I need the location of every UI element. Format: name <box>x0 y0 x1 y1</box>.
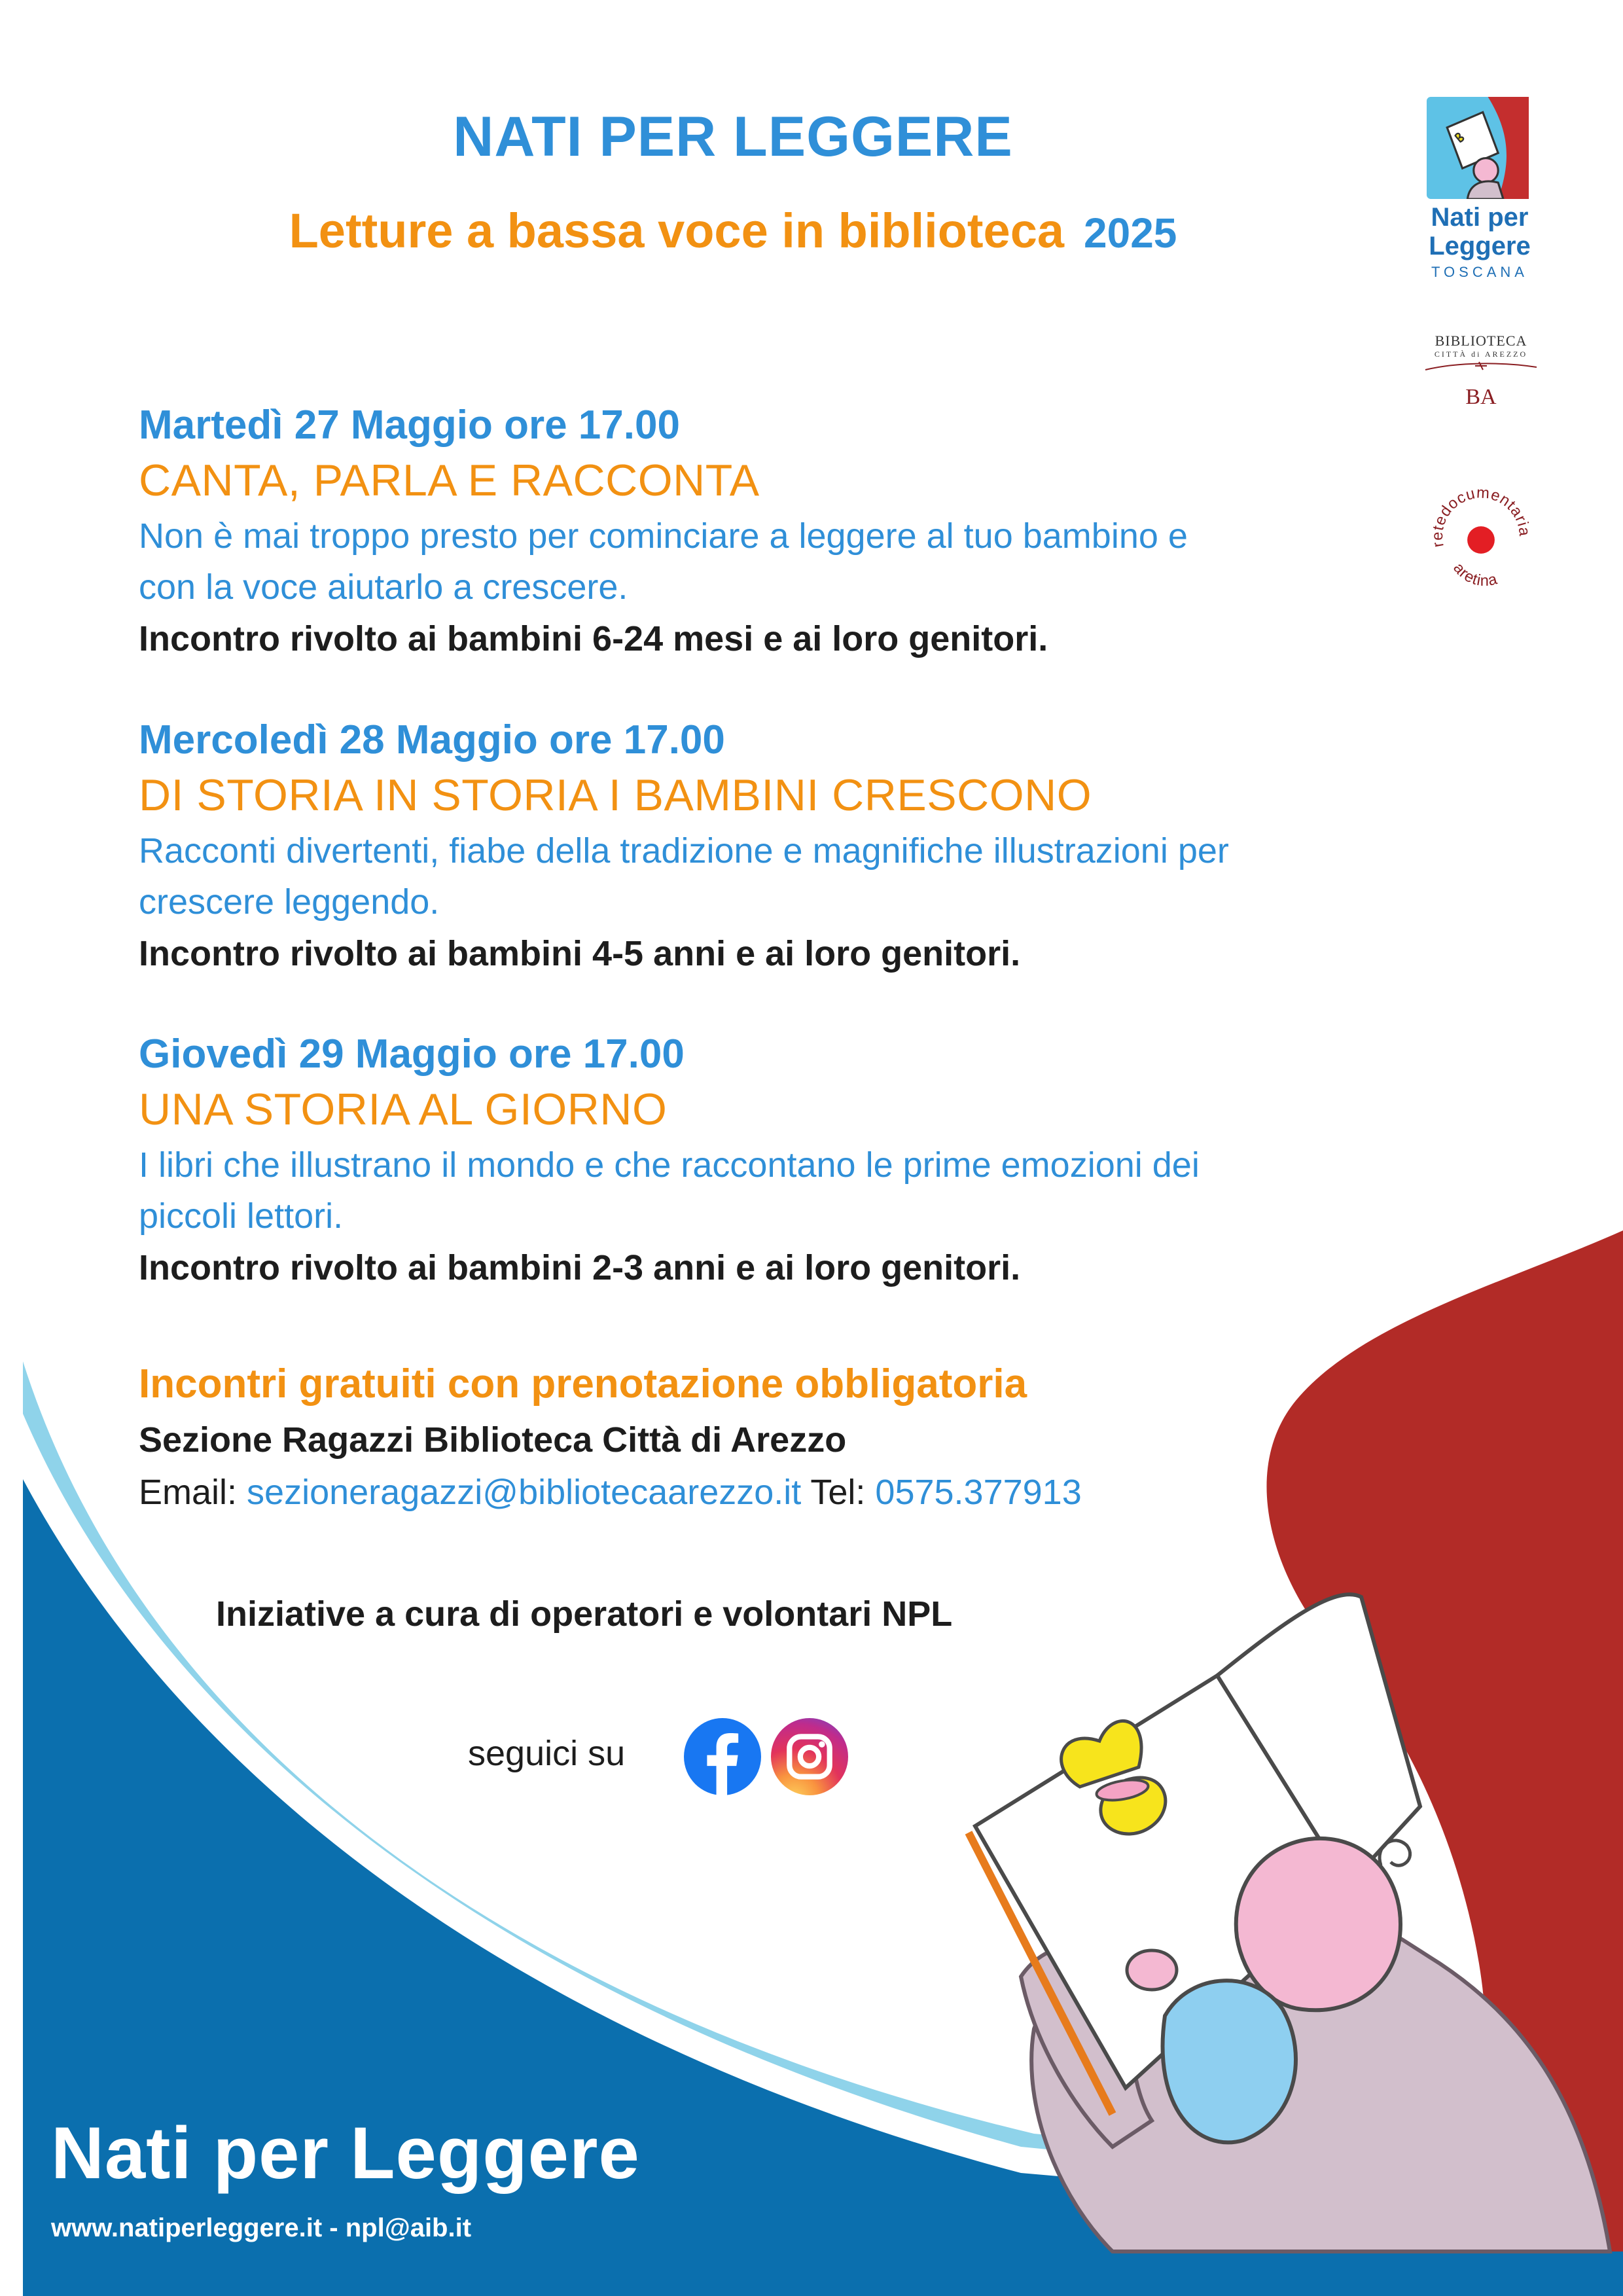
npl-logo-region: TOSCANA <box>1431 264 1528 280</box>
booking-notice: Incontri gratuiti con prenotazione obbligatoria <box>139 1361 1027 1407</box>
library-section: Sezione Ragazzi Biblioteca Città di Arezzo <box>139 1420 847 1460</box>
instagram-icon[interactable] <box>771 1718 848 1795</box>
rete-documentaria-logo <box>1419 478 1543 602</box>
rete-logo-top-text: retedocumentaria <box>1429 484 1534 549</box>
library-logo-swash-icon <box>1419 359 1543 374</box>
email-label: Email: <box>139 1473 238 1512</box>
booking-info <box>139 1355 1382 1518</box>
event-audience: Incontro rivolto ai bambini 6-24 mesi e ai loro genitori. <box>139 619 1048 658</box>
follow-label: seguici su <box>468 1734 626 1773</box>
npl-logo-line: Nati per <box>1431 203 1529 232</box>
tel-label: Tel: <box>810 1473 866 1512</box>
library-logo-name: BIBLIOTECA <box>1435 332 1527 349</box>
subtitle-text: Letture a bassa voce in biblioteca <box>289 204 1065 258</box>
npl-logo-text <box>1418 203 1542 284</box>
npl-logo-icon <box>1427 97 1529 199</box>
rete-logo-bottom-text: aretina <box>1450 559 1500 590</box>
event-audience: Incontro rivolto ai bambini 2-3 anni e ai loro genitori. <box>139 1248 1021 1287</box>
event-description-line: piccoli lettori. <box>139 1196 344 1236</box>
page-title: NATI PER LEGGERE <box>453 105 1013 168</box>
page-subtitle <box>0 203 1466 259</box>
event-date: Martedì 27 Maggio ore 17.00 <box>139 403 680 448</box>
email-link[interactable]: sezioneragazzi@bibliotecaarezzo.it <box>247 1473 802 1512</box>
event-description-line: Non è mai troppo presto per cominciare a leggere al tuo bambino e <box>139 516 1188 556</box>
baby-curl <box>1380 1840 1410 1865</box>
library-logo <box>1419 332 1543 410</box>
event-block <box>139 401 1382 665</box>
event-description-line: crescere leggendo. <box>139 882 440 922</box>
event-date: Giovedì 29 Maggio ore 17.00 <box>139 1031 685 1077</box>
event-description-line: Racconti divertenti, fiabe della tradizione e magnifiche illustrazioni per <box>139 831 1229 870</box>
contact-line <box>139 1466 1382 1518</box>
event-date: Mercoledì 28 Maggio ore 17.00 <box>139 717 725 762</box>
facebook-icon[interactable] <box>684 1718 761 1795</box>
event-name: CANTA, PARLA E RACCONTA <box>139 456 760 505</box>
event-audience: Incontro rivolto ai bambini 4-5 anni e ai loro genitori. <box>139 934 1021 973</box>
footer-brand: Nati per Leggere <box>51 2112 640 2194</box>
baby-hand <box>1127 1950 1177 1990</box>
event-name: DI STORIA IN STORIA I BAMBINI CRESCONO <box>139 770 1092 820</box>
baby-head <box>1236 1839 1400 2010</box>
event-description-line: con la voce aiutarlo a crescere. <box>139 567 628 607</box>
event-block <box>139 715 1382 980</box>
svg-text:aretina <box>1450 560 1499 590</box>
event-name: UNA STORIA AL GIORNO <box>139 1085 668 1134</box>
library-logo-city: CITTÀ di AREZZO <box>1434 350 1528 359</box>
npl-logo-line: Leggere <box>1429 232 1531 260</box>
library-logo-monogram: BA <box>1465 385 1497 409</box>
event-block <box>139 1030 1382 1294</box>
tel-link[interactable]: 0575.377913 <box>875 1473 1082 1512</box>
footer-url[interactable]: www.natiperleggere.it - npl@aib.it <box>51 2214 472 2242</box>
baby-body <box>1163 1981 1296 2142</box>
event-description-line: I libri che illustrano il mondo e che raccontano le prime emozioni dei <box>139 1145 1200 1185</box>
subtitle-year: 2025 <box>1084 209 1177 257</box>
initiative-note: Iniziative a cura di operatori e volontari NPL <box>216 1594 953 1634</box>
